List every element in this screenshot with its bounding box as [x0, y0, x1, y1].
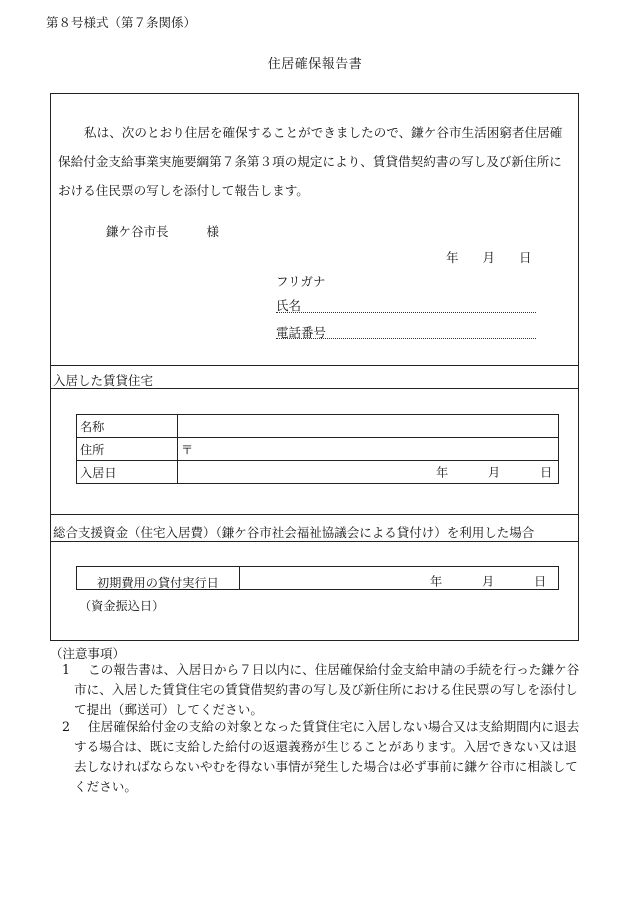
rental-section-heading: 入居した賃貸住宅	[53, 373, 154, 388]
move-in-day: 日	[540, 465, 553, 480]
report-date-day: 日	[519, 250, 532, 265]
move-in-year: 年	[436, 465, 449, 480]
loan-date-field[interactable]	[240, 567, 559, 590]
report-date-month: 月	[482, 250, 496, 265]
loan-table	[76, 566, 559, 613]
rental-name-label: 名称	[77, 415, 178, 438]
note-item	[62, 660, 582, 720]
move-in-date-field[interactable]	[178, 461, 559, 484]
document-title: 住居確保報告書	[267, 57, 363, 72]
loan-month: 月	[482, 574, 495, 589]
move-in-date-label: 入居日	[77, 461, 178, 484]
phone-field[interactable]	[276, 338, 536, 339]
divider	[50, 541, 579, 542]
form-number: 第８号様式（第７条関係）	[46, 15, 197, 30]
rental-address-field[interactable]: 〒	[178, 438, 559, 461]
note-number: 1	[62, 662, 71, 677]
report-date-year: 年	[446, 250, 459, 265]
loan-section-heading: 総合支援資金（住宅入居費）（鎌ケ谷市社会福祉協議会による貸付け）を利用した場合	[53, 525, 535, 540]
loan-date-label-line2: （資金振込日）	[79, 599, 165, 613]
divider	[50, 365, 579, 366]
addressee	[106, 222, 219, 240]
note-text: 住居確保給付金の支給の対象となった賃貸住宅に入居しない場合又は支給期間内に退去する場合は、既に支給した給付の返還義務が生じることがあります。入居できない又は退去しなければならないやむを得ない事情が発生した場合は必ず事前に鎌ケ谷市に相談してください。	[74, 719, 580, 794]
loan-year: 年	[430, 574, 443, 589]
note-item	[62, 717, 582, 797]
rental-name-field[interactable]	[178, 415, 559, 438]
loan-date-label-line1: 初期費用の貸付実行日	[97, 576, 219, 590]
table-row	[77, 438, 559, 461]
name-field[interactable]	[276, 312, 536, 313]
loan-date-label	[77, 567, 240, 613]
name-label: 氏名	[276, 298, 302, 313]
intro-statement: 私は、次のとおり住居を確保することができましたので、鎌ケ谷市生活困窮者住居確保給付金支給事業実施要綱第７条第３項の規定により、賃貸借契約書の写し及び新住所における住民票の写しを添付して報告します。	[58, 125, 563, 198]
rental-address-label: 住所	[77, 438, 178, 461]
table-row	[77, 567, 559, 590]
divider	[50, 514, 579, 515]
addressee-name: 鎌ケ谷市長	[106, 224, 169, 239]
notes-heading: （注意事項）	[50, 646, 126, 661]
loan-day: 日	[534, 574, 547, 589]
report-date[interactable]	[446, 248, 532, 266]
addressee-honorific: 様	[206, 224, 220, 239]
table-row	[77, 415, 559, 438]
furigana-label: フリガナ	[276, 274, 326, 289]
divider	[50, 388, 579, 389]
note-text: この報告書は、入居日から７日以内に、住居確保給付金支給申請の手続を行った鎌ケ谷市に、入居した賃貸住宅の賃貸借契約書の写し及び新住所における住民票の写しを添付して提出（郵送可）してください。	[74, 662, 580, 717]
rental-housing-table	[76, 414, 559, 484]
note-number: 2	[62, 719, 71, 734]
move-in-month: 月	[488, 465, 501, 480]
phone-label: 電話番号	[276, 325, 327, 340]
table-row	[77, 461, 559, 484]
